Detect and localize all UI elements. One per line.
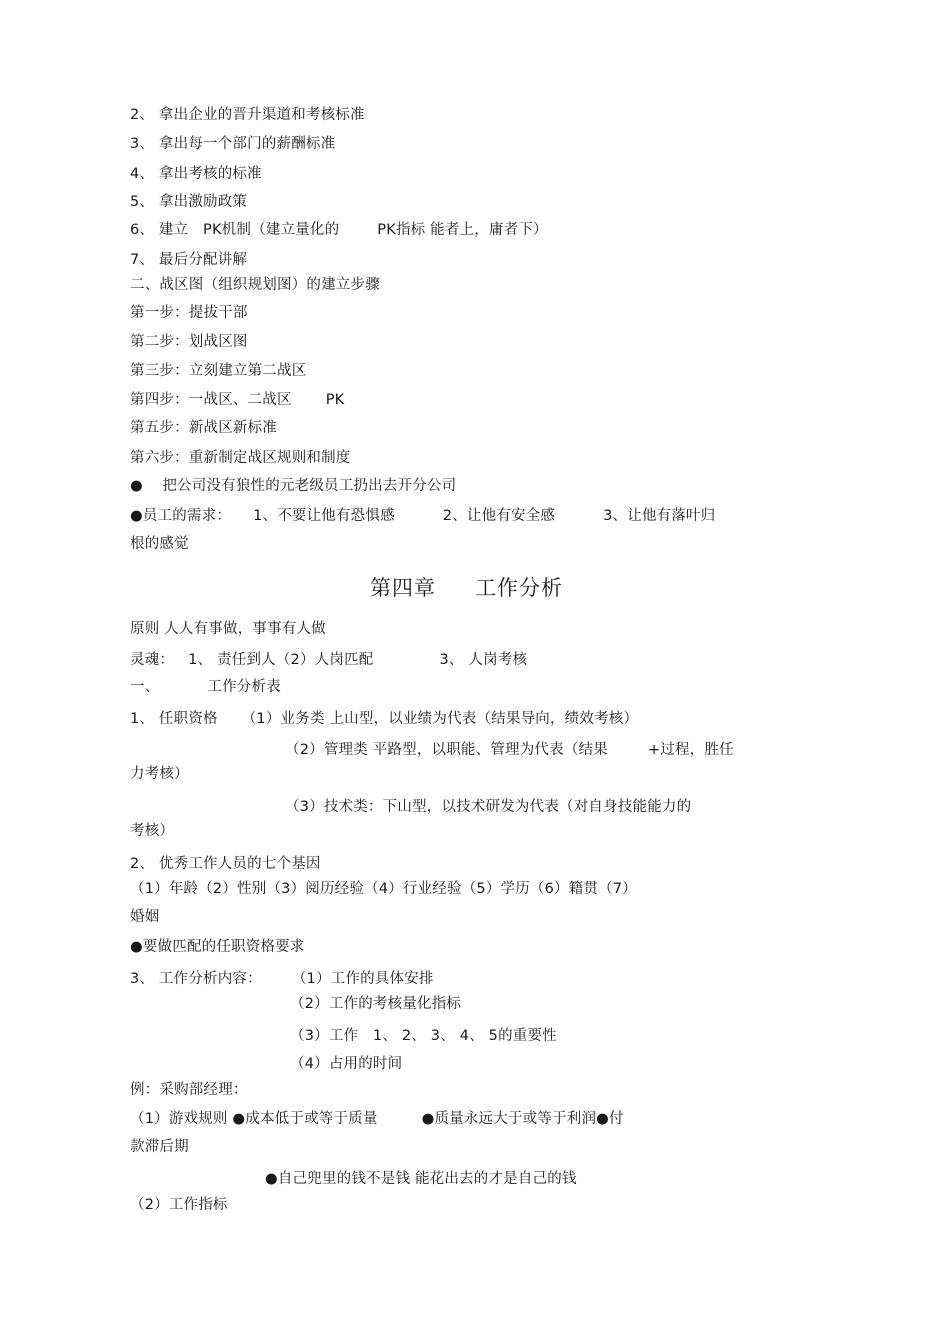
employee-need-2: 2、让他有安全感 — [442, 508, 556, 524]
step-3: 第三步：立刻建立第二战区 — [130, 363, 307, 379]
chapter-number-text: 第四章 — [370, 576, 436, 600]
step-5: 第五步：新战区新标准 — [130, 420, 277, 436]
list-item-assessment: 4、 拿出考核的标准 — [130, 166, 262, 182]
seven-genes-continuation: 婚姻 — [130, 909, 160, 925]
soul-label: 灵魂： — [130, 652, 175, 668]
principle-line: 原则 人人有事做，事事有人做 — [130, 621, 326, 637]
game-rules-1: （1）游戏规则 ●成本低于或等于质量 — [130, 1111, 378, 1127]
bullet-employee-needs — [130, 506, 715, 526]
management-text-a: （2）管理类 平路型，以职能、管理为代表（结果 — [285, 742, 608, 758]
section-heading-job-analysis — [130, 677, 281, 697]
section-number: 一、 — [130, 679, 160, 695]
qualification-business: （1）业务类 上山型，以业绩为代表（结果导向，绩效考核） — [241, 711, 639, 727]
list-item-promotion: 2、 拿出企业的晋升渠道和考核标准 — [130, 107, 365, 123]
analysis-content-line — [130, 969, 434, 989]
soul-items-1-2: 1、 责任到人（2）人岗匹配 — [188, 652, 374, 668]
game-rules-3: ●付 — [596, 1111, 624, 1127]
analysis-content-4: （4）占用的时间 — [290, 1056, 403, 1072]
step-4-pk: PK — [325, 392, 345, 408]
list-item-distribution: 7、 最后分配讲解 — [130, 252, 248, 268]
management-continuation: 力考核） — [130, 766, 189, 782]
section-heading-battle-zone: 二、战区图（组织规划图）的建立步骤 — [130, 277, 380, 293]
analysis-content-1: （1）工作的具体安排 — [291, 971, 434, 987]
step-6: 第六步：重新制定战区规则和制度 — [130, 450, 351, 466]
technical-continuation: 考核） — [130, 823, 175, 839]
section-title: 工作分析表 — [207, 679, 281, 695]
analysis-content-3: （3）工作 1、 2、 3、 4、 5的重要性 — [290, 1028, 557, 1044]
management-text-b: +过程，胜任 — [647, 742, 734, 758]
bullet-veteran-staff: ● 把公司没有狼性的元老级员工扔出去开分公司 — [130, 478, 457, 494]
qualification-management — [285, 740, 734, 760]
chapter-name-text: 工作分析 — [475, 576, 563, 600]
analysis-content-label: 3、 工作分析内容： — [130, 971, 262, 987]
list-item-incentive: 5、 拿出激励政策 — [130, 194, 248, 210]
game-rules-line — [130, 1109, 624, 1129]
bullet-matching-qualification: ●要做匹配的任职资格要求 — [130, 939, 305, 955]
game-rules-2: ●质量永远大于或等于利润 — [421, 1111, 597, 1127]
seven-genes-list: （1）年龄（2）性别（3）阅历经验（4）行业经验（5）学历（6）籍贯（7） — [130, 881, 637, 897]
soul-item-3: 3、 人岗考核 — [439, 652, 528, 668]
qualification-label: 1、 任职资格 — [130, 711, 218, 727]
bullet-money-saying: ●自己兜里的钱不是钱 能花出去的才是自己的钱 — [265, 1171, 577, 1187]
step-4-text: 第四步：一战区、二战区 — [130, 392, 292, 408]
qualification-technical: （3）技术类：下山型，以技术研发为代表（对自身技能能力的 — [285, 799, 692, 815]
work-indicators-heading: （2）工作指标 — [130, 1197, 228, 1213]
list-item-salary: 3、 拿出每一个部门的薪酬标准 — [130, 136, 336, 152]
qualification-line — [130, 709, 638, 729]
employee-needs-continuation: 根的感觉 — [130, 536, 189, 552]
list-item-pk-mechanism — [130, 220, 548, 240]
step-2: 第二步：划战区图 — [130, 334, 248, 350]
seven-genes-heading: 2、 优秀工作人员的七个基因 — [130, 856, 321, 872]
pk-mechanism-text-a: 6、 建立 PK机制（建立量化的 — [130, 222, 340, 238]
employee-need-1: 1、不要让他有恐惧感 — [253, 508, 395, 524]
pk-mechanism-text-b: PK指标 能者上，庸者下） — [377, 222, 548, 238]
example-heading: 例：采购部经理： — [130, 1082, 248, 1098]
soul-line — [130, 650, 527, 670]
step-1: 第一步：提拔干部 — [130, 305, 248, 321]
step-4 — [130, 390, 344, 410]
employee-need-3: 3、让他有落叶归 — [603, 508, 716, 524]
game-rules-continuation: 款滞后期 — [130, 1139, 189, 1155]
analysis-content-2: （2）工作的考核量化指标 — [290, 996, 462, 1012]
employee-needs-label: ●员工的需求： — [130, 508, 232, 524]
